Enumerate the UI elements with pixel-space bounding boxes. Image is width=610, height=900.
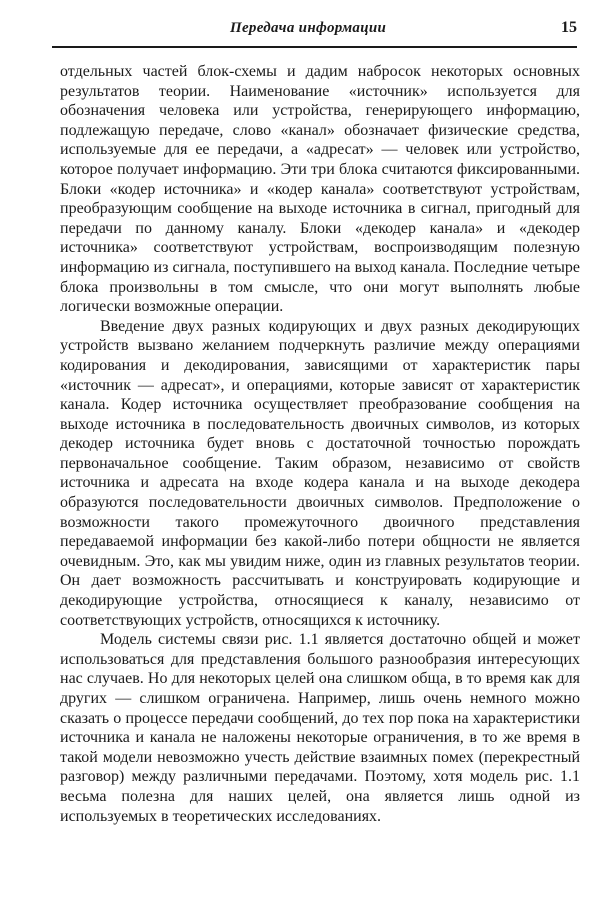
running-title: Передача информации [230, 20, 387, 36]
running-head [52, 18, 577, 42]
paragraph-3: Модель системы связи рис. 1.1 является достаточно общей и может использоваться для представления большого разнообразия интересующих нас случаев. Но для некоторых целей она слишком обща, в то время как для других — слишком ограничена. Например, лишь очень немного можно сказать о процессе передачи сообщений, до тех пор пока на характеристики источника и канала не наложены некоторые ограничения, в то же время в такой модели невозможно учесть действие взаимных помех (перекрестный разговор) между различными передачами. Поэтому, хотя модель рис. 1.1 весьма полезна для наших целей, она является лишь одной из используемых в теоретических исследованиях. [60, 631, 580, 825]
paragraph-1: отдельных частей блок-схемы и дадим набросок некоторых основных результатов теории. Наименование «источник» используется для обозначения человека или устройства, генерирующего информацию, подлежащую передаче, слово «канал» обозначает физические средства, используемые для ее передачи, а «адресат» — человек или устройство, которое получает информацию. Эти три блока считаются фиксированными. Блоки «кодер источника» и «кодер канала» соответствуют устройствам, преобразующим сообщение на выходе источника в сигнал, пригодный для передачи по данному каналу. Блоки «декодер канала» и «декодер источника» соответствуют устройствам, воспроизводящим полезную информацию из сигнала, поступившего на выход канала. Последние четыре блока произвольны в том смысле, что они могут выполнять любые логически возможные операции. [60, 63, 580, 316]
paragraph-2: Введение двух разных кодирующих и двух разных декодирующих устройств вызвано желанием подчеркнуть различие между операциями кодирования и декодирования, зависящими от характеристик пары «источник — адресат», и операциями, которые зависят от характеристик канала. Кодер источника осуществляет преобразование сообщения на выходе источника в последовательность двоичных символов, из которых декодер источника будет вновь с достаточной точностью порождать первоначальное сообщение. Таким образом, независимо от свойств источника и адресата на входе кодера канала и на выходе декодера образуются последовательности двоичных символов. Предположение о возможности такого промежуточного двоичного представления передаваемой информации без какой-либо потери общности не является очевидным. Это, как мы увидим ниже, один из главных результатов теории. Он дает возможность рассчитывать и конструировать кодирующие и декодирующие устройства, относящиеся к каналу, независимо от соответствующих устройств, относящихся к источнику. [60, 317, 580, 629]
header-rule [52, 46, 577, 48]
body-text [60, 62, 580, 826]
page-number: 15 [561, 19, 577, 36]
